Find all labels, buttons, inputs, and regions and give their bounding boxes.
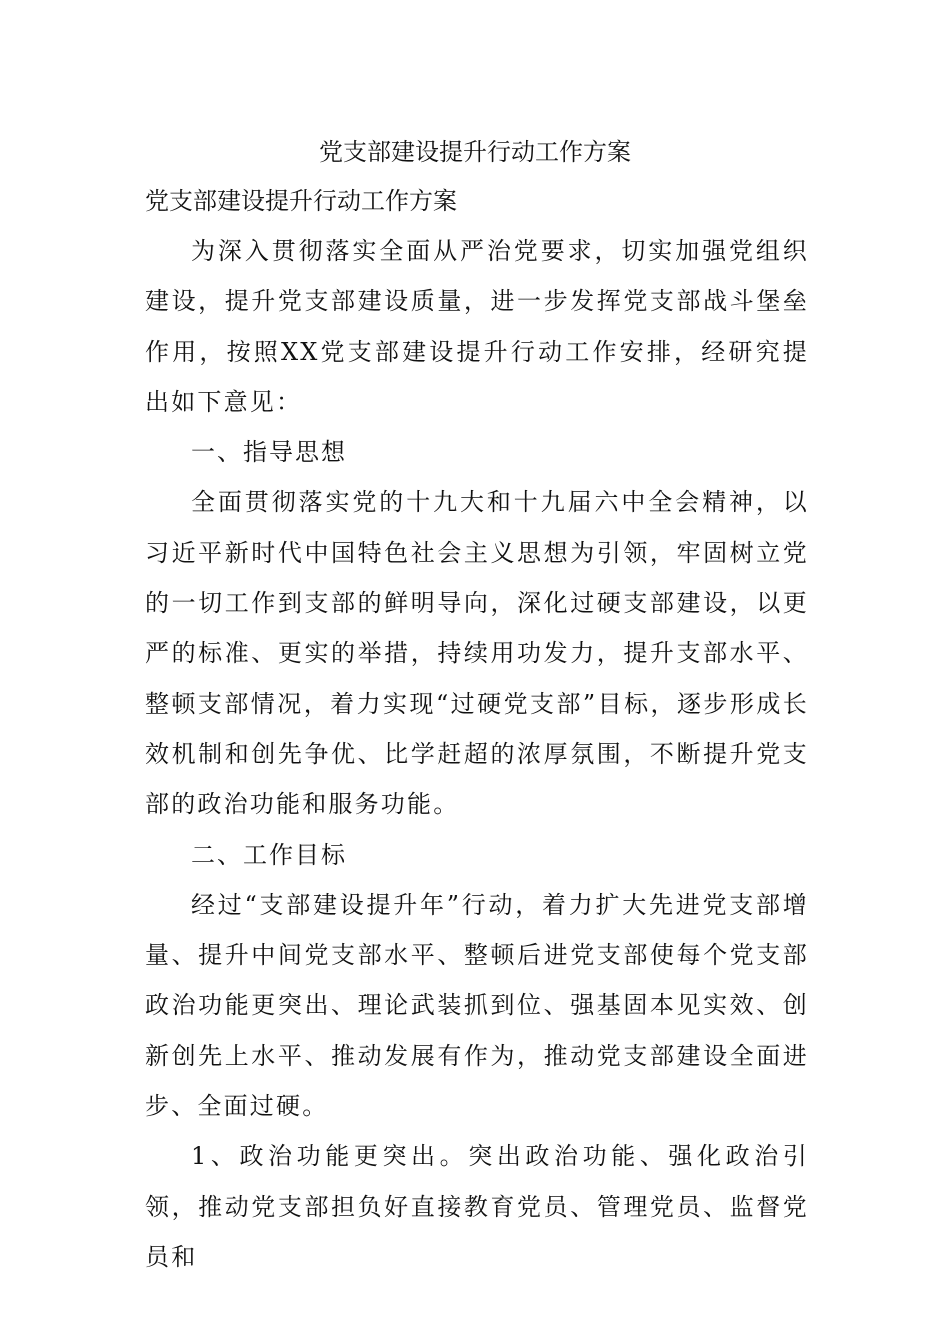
guiding-ideology-paragraph: 全面贯彻落实党的十九大和十九届六中全会精神，以习近平新时代中国特色社会主义思想为引领，牢固树立党的一切工作到支部的鲜明导向，深化过硬支部建设，以更严的标准、更实的举措，持续用功发力，提升支部水平、整顿支部情况，着力实现“过硬党支部”目标，逐步形成长效机制和创先争优、比学赶超的浓厚氛围，不断提升党支部的政治功能和服务功能。 xyxy=(145,488,809,819)
section-heading-work-goals: 二、工作目标 xyxy=(191,840,347,869)
goal-item-1-paragraph: 1、政治功能更突出。突出政治功能、强化政治引领，推动党支部担负好直接教育党员、管理党员、监督党员和 xyxy=(145,1142,809,1271)
intro-paragraph: 为深入贯彻落实全面从严治党要求，切实加强党组织建设，提升党支部建设质量，进一步发挥党支部战斗堡垒作用，按照XX党支部建设提升行动工作安排，经研究提出如下意见： xyxy=(145,237,809,416)
work-goals-paragraph: 经过“支部建设提升年”行动，着力扩大先进党支部增量、提升中间党支部水平、整顿后进党支部使每个党支部政治功能更突出、理论武装抓到位、强基固本见实效、创新创先上水平、推动发展有作为，推动党支部建设全面进步、全面过硬。 xyxy=(145,890,809,1121)
document-title: 党支部建设提升行动工作方案 xyxy=(319,138,631,166)
section-heading-guiding-ideology: 一、指导思想 xyxy=(191,438,347,467)
document-body xyxy=(145,176,809,1282)
document-subtitle: 党支部建设提升行动工作方案 xyxy=(145,187,457,215)
